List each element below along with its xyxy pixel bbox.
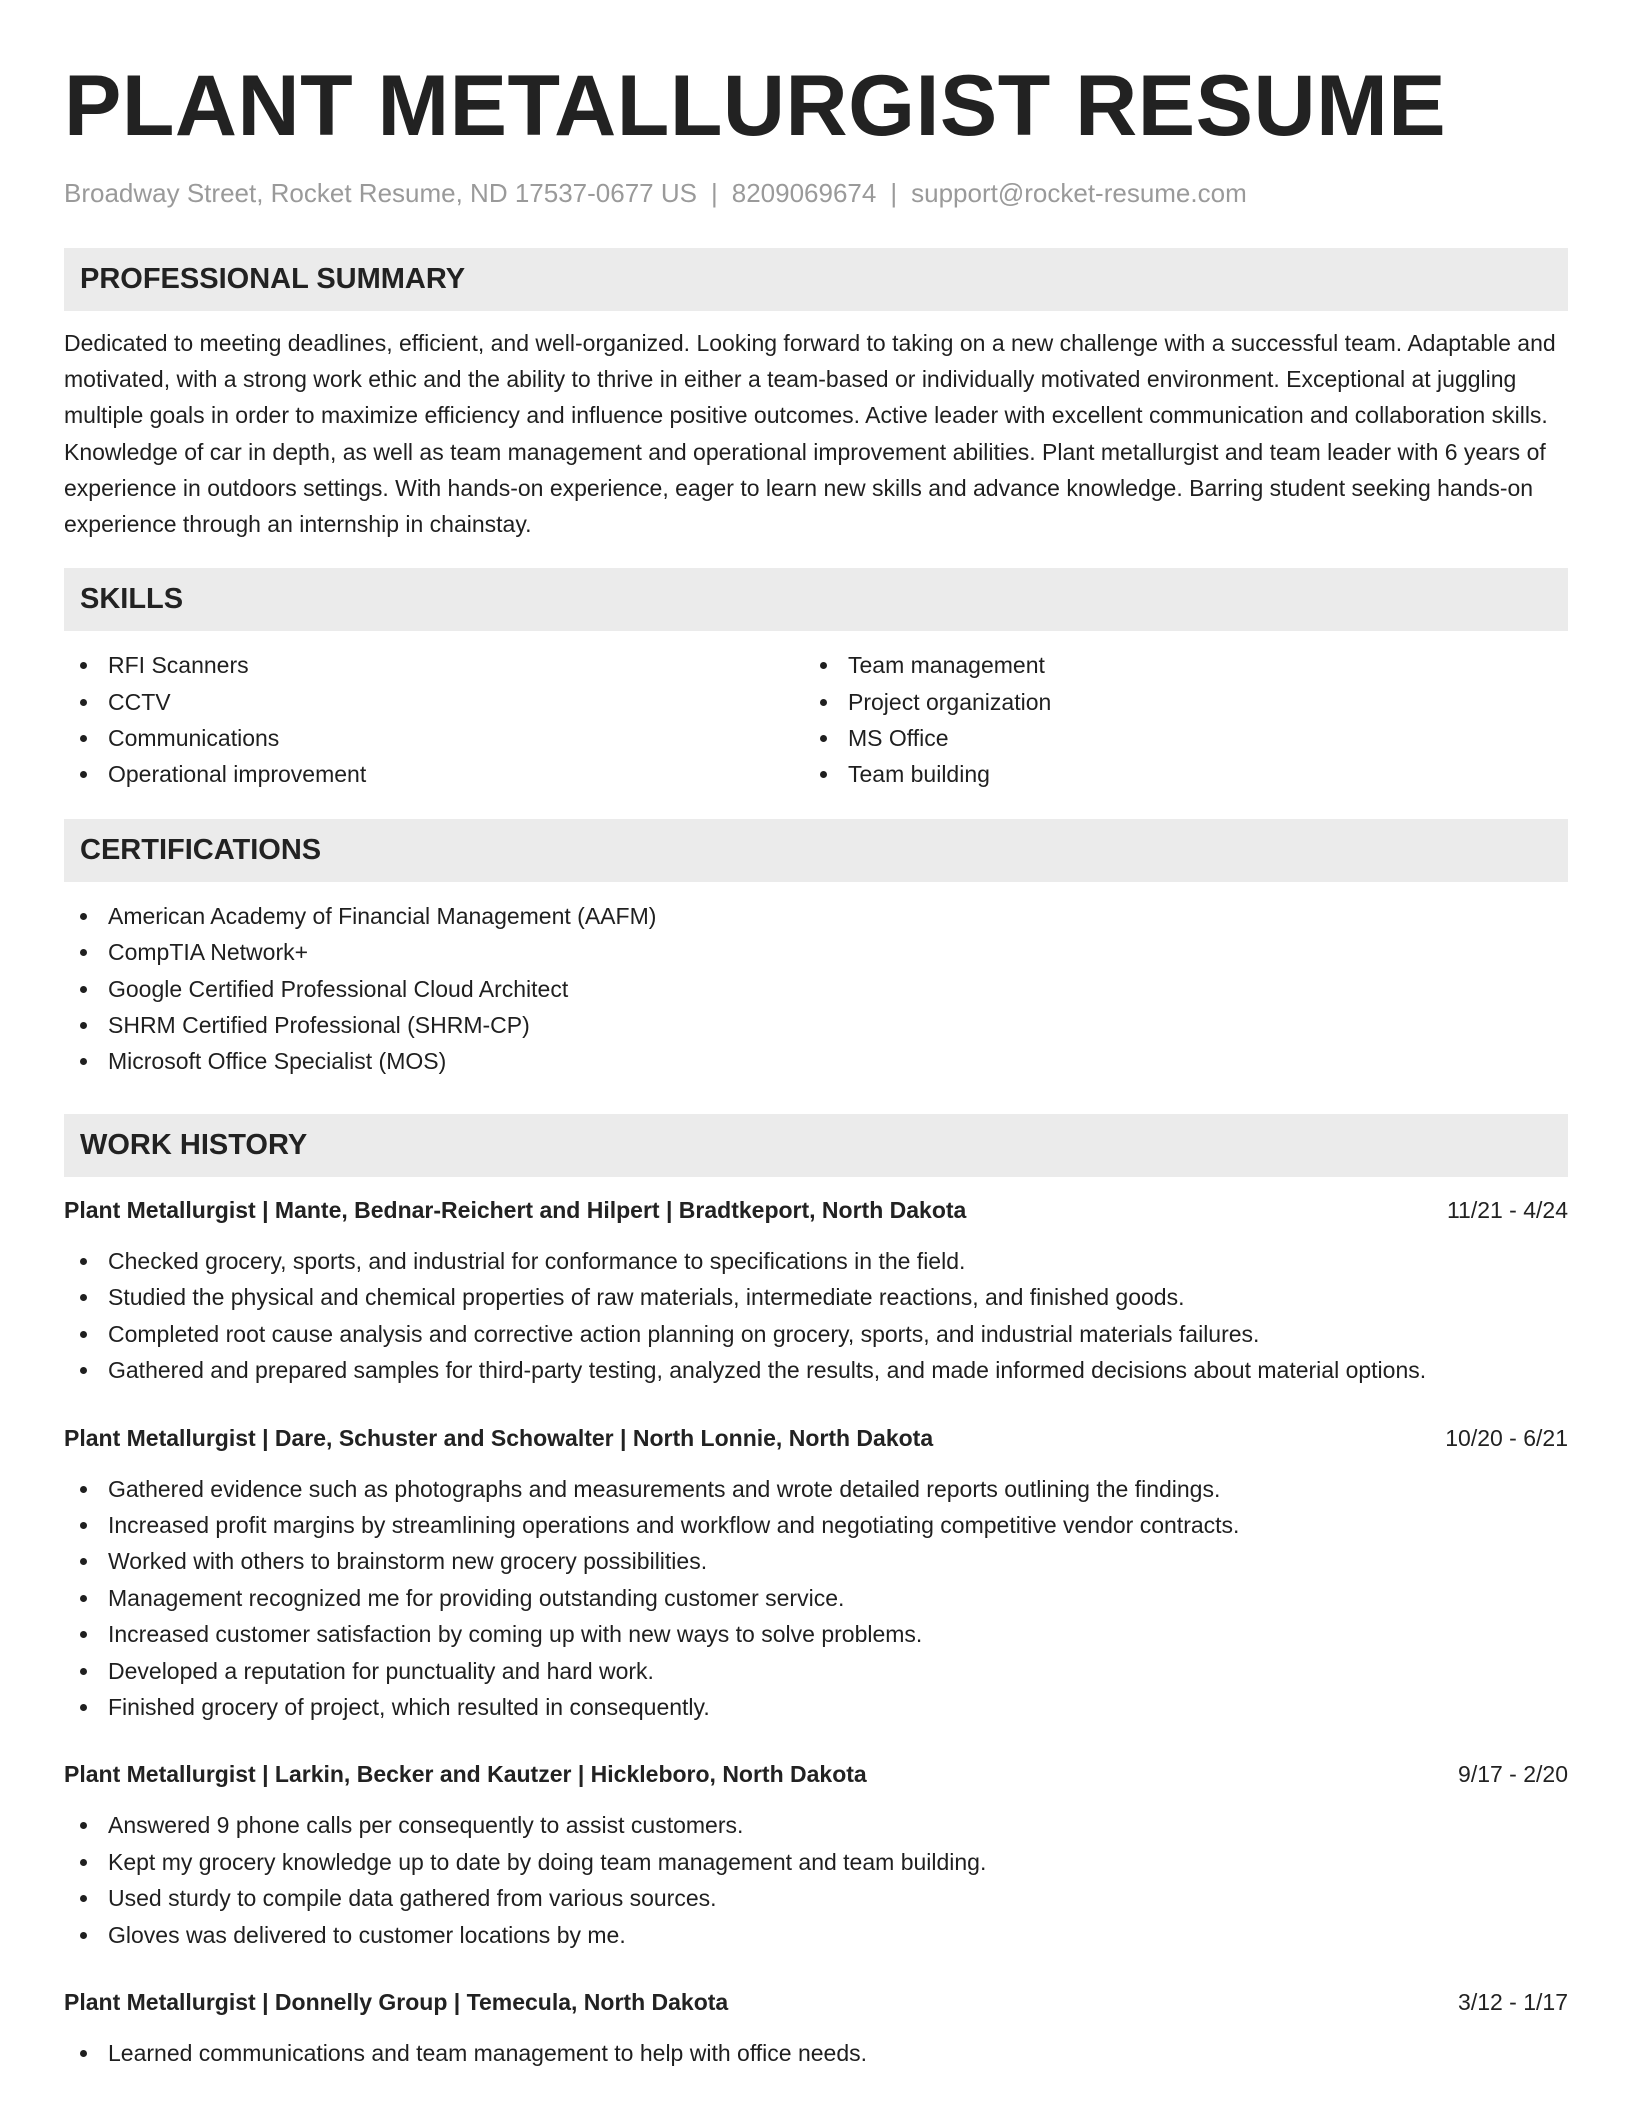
job-dates: 9/17 - 2/20: [1458, 1761, 1568, 1788]
job-bullet: Gloves was delivered to customer locations by me.: [64, 1917, 1568, 1953]
job-title: Plant Metallurgist | Donnelly Group | Temecula, North Dakota: [64, 1988, 729, 2015]
job-bullet: Kept my grocery knowledge up to date by doing team management and team building.: [64, 1844, 1568, 1880]
certification-item: American Academy of Financial Management (AAFM): [64, 898, 1568, 934]
skills-list: [64, 647, 1568, 793]
job-title: Plant Metallurgist | Mante, Bednar-Reichert and Hilpert | Bradtkeport, North Dakota: [64, 1196, 967, 1223]
skills-column-left: [64, 647, 804, 793]
skills-column-right: [804, 647, 1544, 793]
job-header: [64, 1421, 1568, 1455]
job-bullet: Studied the physical and chemical properties of raw materials, intermediate reactions, and finished goods.: [64, 1279, 1568, 1315]
job-bullets: [64, 1807, 1568, 1953]
job-title: Plant Metallurgist | Dare, Schuster and Schowalter | North Lonnie, North Dakota: [64, 1424, 934, 1451]
job-dates: 3/12 - 1/17: [1458, 1988, 1568, 2015]
skill-item: Operational improvement: [64, 756, 804, 792]
certifications-list: [64, 898, 1568, 1080]
job-bullet: Completed root cause analysis and corrective action planning on grocery, sports, and industrial materials failures.: [64, 1316, 1568, 1352]
job-entry: [64, 1985, 1568, 2071]
job-bullet: Developed a reputation for punctuality and hard work.: [64, 1653, 1568, 1689]
skill-item: Team building: [804, 756, 1544, 792]
job-bullet: Used sturdy to compile data gathered from various sources.: [64, 1880, 1568, 1916]
certification-item: Microsoft Office Specialist (MOS): [64, 1043, 1568, 1079]
job-bullet: Increased profit margins by streamlining operations and workflow and negotiating competitive vendor contracts.: [64, 1507, 1568, 1543]
certification-item: SHRM Certified Professional (SHRM-CP): [64, 1007, 1568, 1043]
job-bullet: Increased customer satisfaction by coming up with new ways to solve problems.: [64, 1616, 1568, 1652]
skill-item: Project organization: [804, 684, 1544, 720]
skills-heading: SKILLS: [64, 568, 1568, 631]
job-dates: 10/20 - 6/21: [1445, 1424, 1568, 1451]
contact-email: support@rocket-resume.com: [911, 178, 1247, 208]
job-dates: 11/21 - 4/24: [1446, 1196, 1568, 1223]
job-bullets: [64, 2035, 1568, 2071]
job-bullets: [64, 1471, 1568, 1726]
job-entry: [64, 1757, 1568, 1953]
skill-item: MS Office: [804, 720, 1544, 756]
work-history-heading: WORK HISTORY: [64, 1114, 1568, 1177]
contact-address: Broadway Street, Rocket Resume, ND 17537-0677 US: [64, 178, 697, 208]
contact-separator: |: [890, 178, 898, 208]
resume-title: PLANT METALLURGIST RESUME: [64, 58, 1447, 154]
skill-item: Communications: [64, 720, 804, 756]
skill-item: Team management: [804, 647, 1544, 683]
job-bullet: Learned communications and team management to help with office needs.: [64, 2035, 1568, 2071]
certifications-heading: CERTIFICATIONS: [64, 819, 1568, 882]
job-bullet: Gathered and prepared samples for third-party testing, analyzed the results, and made informed decisions about material options.: [64, 1352, 1568, 1388]
skill-item: CCTV: [64, 684, 804, 720]
summary-heading: PROFESSIONAL SUMMARY: [64, 248, 1568, 311]
job-bullet: Finished grocery of project, which resulted in consequently.: [64, 1689, 1568, 1725]
job-bullet: Checked grocery, sports, and industrial for conformance to specifications in the field.: [64, 1243, 1568, 1279]
certification-item: CompTIA Network+: [64, 934, 1568, 970]
skill-item: RFI Scanners: [64, 647, 804, 683]
job-bullet: Answered 9 phone calls per consequently to assist customers.: [64, 1807, 1568, 1843]
contact-line: [64, 176, 1568, 210]
job-title: Plant Metallurgist | Larkin, Becker and Kautzer | Hickleboro, North Dakota: [64, 1761, 867, 1788]
job-entry: [64, 1421, 1568, 1726]
contact-phone: 8209069674: [731, 178, 877, 208]
job-entry: [64, 1193, 1568, 1389]
job-header: [64, 1985, 1568, 2019]
job-bullets: [64, 1243, 1568, 1389]
job-header: [64, 1757, 1568, 1791]
job-header: [64, 1193, 1568, 1227]
job-bullet: Worked with others to brainstorm new grocery possibilities.: [64, 1543, 1568, 1579]
summary-text: Dedicated to meeting deadlines, efficient, and well-organized. Looking forward to taking on a new challenge with a successful team. Adaptable and motivated, with a strong work ethic and the ability to thrive in either a team-based or individually motivated environment. Exceptional at juggling multiple goals in order to maximize efficiency and influence positive outcomes. Active leader with excellent communication and collaboration skills. Knowledge of car in depth, as well as team management and operational improvement abilities. Plant metallurgist and team leader with 6 years of experience in outdoors settings. With hands-on experience, eager to learn new skills and advance knowledge. Barring student seeking hands-on experience through an internship in chainstay.: [64, 330, 1556, 538]
job-bullet: Management recognized me for providing outstanding customer service.: [64, 1580, 1568, 1616]
contact-separator: |: [710, 178, 718, 208]
job-bullet: Gathered evidence such as photographs and measurements and wrote detailed reports outlining the findings.: [64, 1471, 1568, 1507]
certification-item: Google Certified Professional Cloud Architect: [64, 971, 1568, 1007]
